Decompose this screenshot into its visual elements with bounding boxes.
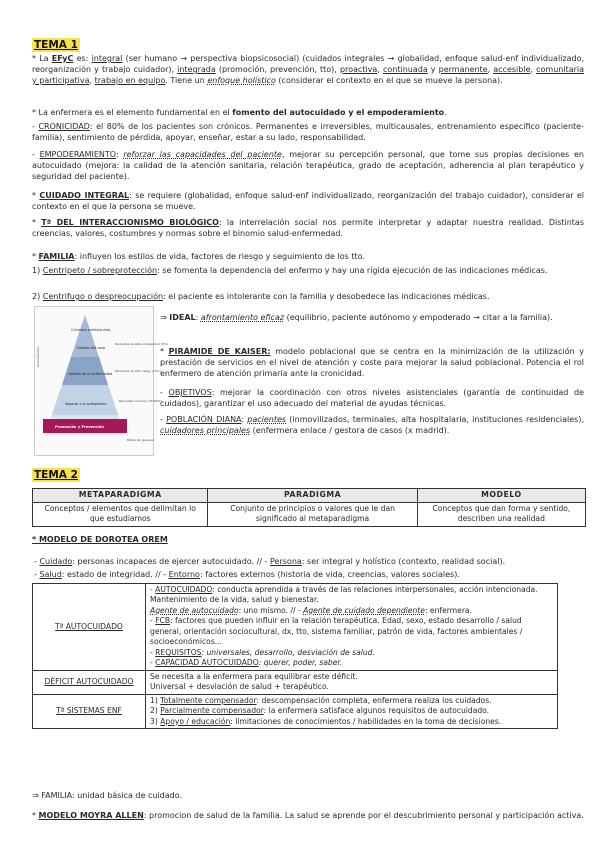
cell-paradigma: Conjunto de principios o valores que le dan significado al metaparadigma <box>208 502 417 526</box>
pyramid-svg <box>35 307 168 455</box>
kaiser-paragraph: * PIRÁMIDE DE KAISER: modelo poblacional que se centra en la minimización de la utilización y prestación de servicios en el nivel de atención y coste para mejorar la salud poblacional. Potencia el rol enfermero de atención primaria ante la cronicidad. <box>160 347 584 379</box>
row-sistemas <box>33 694 558 728</box>
cronicidad-paragraph: - CRONICIDAD: el 80% de los pacientes son crónicos. Permanentes e irreversibles, multicausales, entrenamiento específico (paciente-familia), sentimiento de pérdida, apoyar, enseñar, estar a su lado, responsabilidad. <box>32 122 584 143</box>
cell-modelo: Conceptos que dan forma y sentido, describen una realidad <box>417 502 585 526</box>
pyr-label-2: Gestión del caso <box>77 346 106 350</box>
pyr-label-5: Promoción y Prevención <box>55 425 104 429</box>
pyr-side-4: Población general <box>127 438 154 442</box>
objetivos-paragraph: - OBJETIVOS: mejorar la coordinación con otros niveles asistenciales (garantía de continuidad de cuidados), garantizar el uso adecuado del material de ayudas técnicas. <box>160 388 585 409</box>
familia-unidad: ⇒ FAMILIA: unidad básica de cuidado. <box>32 791 183 800</box>
familia-item-1: 1) Centripeto / sobreprotección: se fomenta la dependencia del enfermo y hay una rígida ejecución de las indicaciones médicas. <box>32 266 548 275</box>
header-modelo: MODELO <box>417 489 585 503</box>
pyramid-tier-3 <box>52 385 118 415</box>
orem-line-1: - Cuidado: personas incapaces de ejercer autocuidado. // - Persona: ser integral y holístico (contexto, realidad social). <box>34 557 506 566</box>
pyr-label-3: Gestión de la enfermedad <box>68 372 113 376</box>
content-deficit: Se necesita a la enfermera para equilibrar este déficit. Universal + desviación de salud + terapéutico. <box>146 670 558 694</box>
label-autocuidado: Tª AUTOCUIDADO <box>33 584 146 671</box>
interaccionismo-paragraph: * Tª DEL INTERACCIONISMO BIOLÓGICO: la interrelación social nos permite interpretar y adaptar nuestra realidad. Distintas creencias, valores, costumbres y normas sobre el binomio salud-enfermedad. <box>32 218 585 239</box>
row-autocuidado <box>33 584 558 671</box>
orem-title: * MODELO DE DOROTEA OREM <box>32 535 168 544</box>
tema2-title: TEMA 2 <box>34 469 78 481</box>
header-paradigma: PARADIGMA <box>208 489 417 503</box>
enf-paragraph: * La enfermera es el elemento fundamental en el fomento del autocuidado y el empoderamiento. <box>32 108 447 117</box>
content-sistemas: 1) Totalmente compensador: descompensación completa, enfermera realiza los cuidados. 2) Parcialmente compensador: la enfermera satisface algunos requisitos de autocuidado. 3) Apoyo / educación: limitaciones de conocimientos / habilidades en la toma de decisiones. <box>146 694 558 728</box>
label-deficit: DÉFICIT AUTOCUIDADO <box>33 670 146 694</box>
paradigm-table <box>32 488 586 527</box>
efyc-paragraph: * La EFyC es: integral (ser humano → perspectiva biopsicosocial) (cuidados integrales → globalidad, enfoque salud-enf individualizado, reorganización y trabajo cuidador), integrada (promoción, prevención, tto), proactiva, continuada y permanente, accesible, comunitaria y participativa, trabajo en equipo. Tiene un enfoque holístico (considerar el contexto en el que se mueve la persona). <box>32 54 585 86</box>
pyramid-tier-1 <box>71 315 99 357</box>
pyr-side-3: Pacientes crónicos (70-80%) <box>119 399 162 403</box>
poblacion-paragraph: - POBLACIÓN DIANA: pacientes (inmovilizados, terminales, alta hospitalaria, instituciones residenciales), cuidadores principales (enfermera enlace / gestora de casos (x madrid). <box>160 415 584 436</box>
pyr-vertical: Autocuidados <box>36 346 40 367</box>
empoderamiento-paragraph: - EMPODERAMIENTO: reforzar las capacidades del paciente, mejorar su percepción personal, que tome sus propias decisiones en autocuidado (mejora: la calidad de la atención sanitaria, relación terapéutica, grado de aceptación, adherencia al plan terapéutico y seguridad del paciente). <box>32 150 584 182</box>
orem-line-2: - Salud: estado de integridad. // - Entorno: factores externos (historia de vida, creencias, valores sociales). <box>34 570 460 579</box>
label-sistemas: Tª SISTEMAS ENF <box>33 694 146 728</box>
pyr-label-1: Cuidados profesionales <box>71 328 111 332</box>
row-deficit <box>33 670 558 694</box>
ideal-paragraph: ⇒ IDEAL: afrontamiento eficaz (equilibrio, paciente autónomo y empoderado → citar a la familia). <box>160 313 553 322</box>
familia-item-2: 2) Centrifugo o despreocupación: el paciente es intolerante con la familia y desobedece las indicaciones médicas. <box>32 292 490 301</box>
cuidado-integral-paragraph: * CUIDADO INTEGRAL: se requiere (globalidad, enfoque salud-enf individualizado, reorganización del trabajo cuidador), considerar el contexto en el que la persona se mueve. <box>32 191 584 212</box>
orem-table <box>32 583 558 729</box>
pyr-label-4: Soporte a la autogestión <box>65 402 107 406</box>
kaiser-pyramid-figure <box>34 306 168 456</box>
pyr-side-1: Pacientes de alta complejidad (5%) <box>115 342 168 346</box>
pyr-side-2: Pacientes de alto riesgo (15%) <box>115 369 161 373</box>
cell-metaparadigma: Conceptos / elementos que delimitan lo que estudiamos <box>33 502 208 526</box>
familia-paragraph: * FAMILIA: influyen los estilos de vida, factores de riesgo y seguimiento de los tto. <box>32 252 365 261</box>
moyra-paragraph: * MODELO MOYRA ALLEN: promocion de salud de la familia. La salud se aprende por el descubrimiento personal y participación activa. <box>32 811 584 820</box>
content-autocuidado: - AUTOCUIDADO: conducta aprendida a través de las relaciones interpersonales, acción intencionada. Mantenimiento de la vida, salud y bienestar. Agente de autocuidado: uno mismo. // - Agente de cuidado dependiente: enfermera. - FCB: factores que pueden influir en la relación terapéutica. Edad, sexo, estado desarrollo / salud general, orientación sociocultural, dx, tto, sistema familiar, patrón de vida, factores ambientales / socioeconómicos... - REQUISITOS: universales, desarrollo, desviación de salud. - CAPACIDAD AUTOCUIDADO: querer, poder, saber. <box>146 584 558 671</box>
pyramid-tier-2 <box>62 357 108 385</box>
tema1-title: TEMA 1 <box>34 39 78 51</box>
header-metaparadigma: METAPARADIGMA <box>33 489 208 503</box>
